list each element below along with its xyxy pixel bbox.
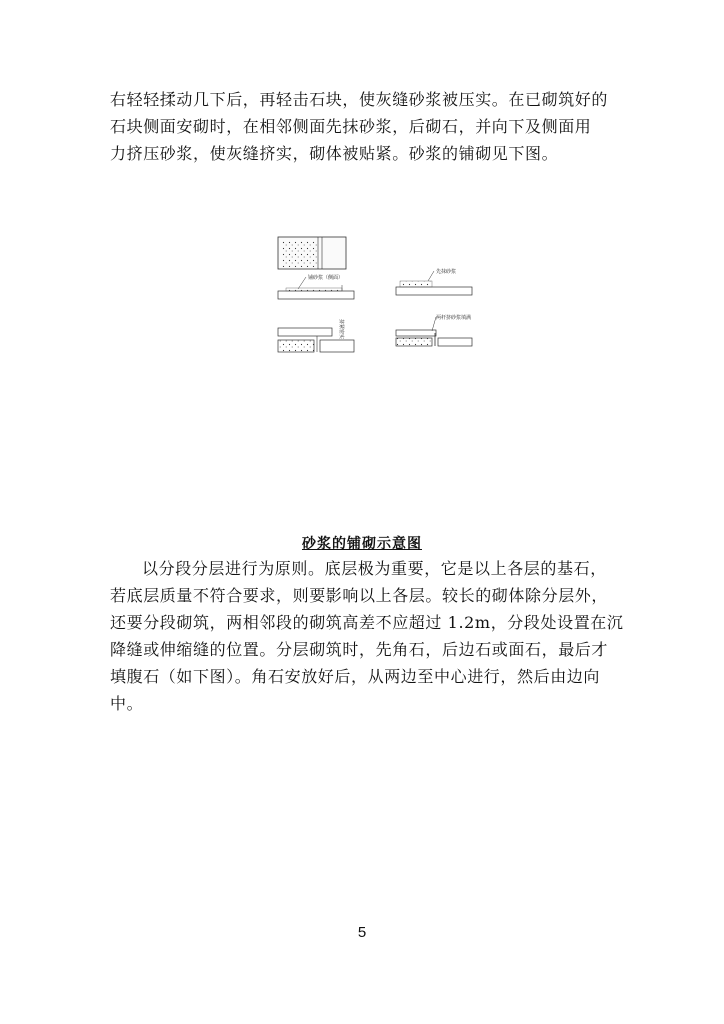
body-paragraph-2 [110, 555, 630, 717]
label-mortar-bed: 铺砂浆（侧面） [308, 275, 344, 281]
mortar-laying-diagram [276, 235, 476, 360]
text-line: 填腹石（如下图）。角石安放好后，从两边至中心进行，然后由边向 [110, 667, 601, 686]
label-vertical-note: 挤紧密实 [338, 319, 344, 340]
page-number: 5 [357, 924, 367, 941]
text-line: 石块侧面安砌时，在相邻侧面先抹砂浆，后砌石，并向下及侧面用 [110, 117, 592, 136]
body-paragraph-1 [110, 86, 630, 167]
diagram-svg [276, 235, 476, 360]
top-stone-block [278, 237, 346, 269]
text-line: 还要分段砌筑，两相邻段的砌筑高差不应超过 1.2m，分段处设置在沉 [110, 613, 624, 632]
figure-caption: 砂浆的铺砌示意图 [302, 536, 422, 552]
text-line: 力挤压砂浆，使灰缝挤实，砌体被贴紧。砂浆的铺砌见下图。 [110, 144, 559, 163]
label-mortar-first: 先抹砂浆 [436, 269, 457, 275]
right-stage-1 [396, 268, 472, 295]
text-line: 降缝或伸缩缝的位置。分层砌筑时，先角石，后边石或面石，最后才 [110, 640, 609, 659]
text-line: 以分段分层进行为原则。底层极为重要，它是以上各层的基石， [142, 559, 607, 578]
text-line: 右轻轻揉动几下后，再轻击石块，使灰缝砂浆被压实。在已砌筑好的 [110, 90, 609, 109]
label-mortar-fill: 两杆挤砂浆填满 [436, 315, 472, 321]
left-stage-3 [278, 319, 354, 352]
left-stage-2 [278, 274, 354, 299]
right-stage-2 [396, 314, 472, 346]
text-line: 若底层质量不符合要求，则要影响以上各层。较长的砌体除分层外， [110, 586, 609, 605]
text-line: 中。 [110, 694, 144, 713]
